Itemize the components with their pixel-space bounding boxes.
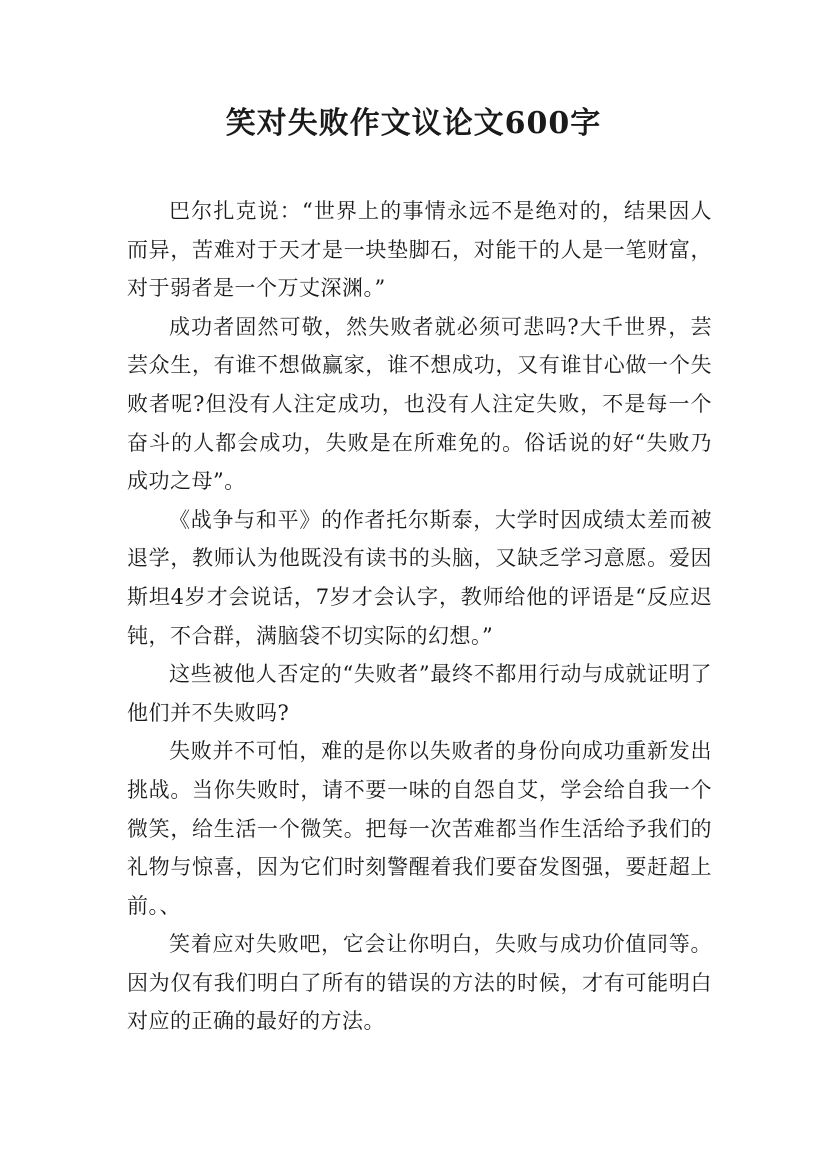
document-title: 笑对失败作文议论文600字	[225, 106, 602, 141]
document-body	[127, 192, 712, 1041]
paragraph-1: 巴尔扎克说：“世界上的事情永远不是绝对的，结果因人而异，苦难对于天才是一块垫脚石，对能干的人是一笔财富，对于弱者是一个万丈深渊。”	[127, 199, 712, 301]
paragraph-6: 笑着应对失败吧，它会让你明白，失败与成功价值同等。因为仅有我们明白了所有的错误的方法的时候，才有可能明白对应的正确的最好的方法。	[127, 932, 712, 1034]
paragraph-2: 成功者固然可敬，然失败者就必须可悲吗?大千世界，芸芸众生，有谁不想做赢家，谁不想成功，又有谁甘心做一个失败者呢?但没有人注定成功，也没有人注定失败，不是每一个奋斗的人都会成功，失败是在所难免的。俗话说的好“失败乃成功之母”。	[127, 314, 712, 494]
paragraph-3: 《战争与和平》的作者托尔斯泰，大学时因成绩太差而被退学，教师认为他既没有读书的头脑，又缺乏学习意愿。爱因斯坦4岁才会说话，7岁才会认字，教师给他的评语是“反应迟钝，不合群，满脑袋不切实际的幻想。”	[127, 507, 712, 648]
paragraph-5: 失败并不可怕，难的是你以失败者的身份向成功重新发出挑战。当你失败时，请不要一味的自怨自艾，学会给自我一个微笑，给生活一个微笑。把每一次苦难都当作生活给予我们的礼物与惊喜，因为它们时刻警醒着我们要奋发图强，要赶超上前。、	[127, 739, 712, 918]
paragraph-4: 这些被他人否定的“失败者”最终不都用行动与成就证明了他们并不失败吗?	[127, 662, 712, 725]
